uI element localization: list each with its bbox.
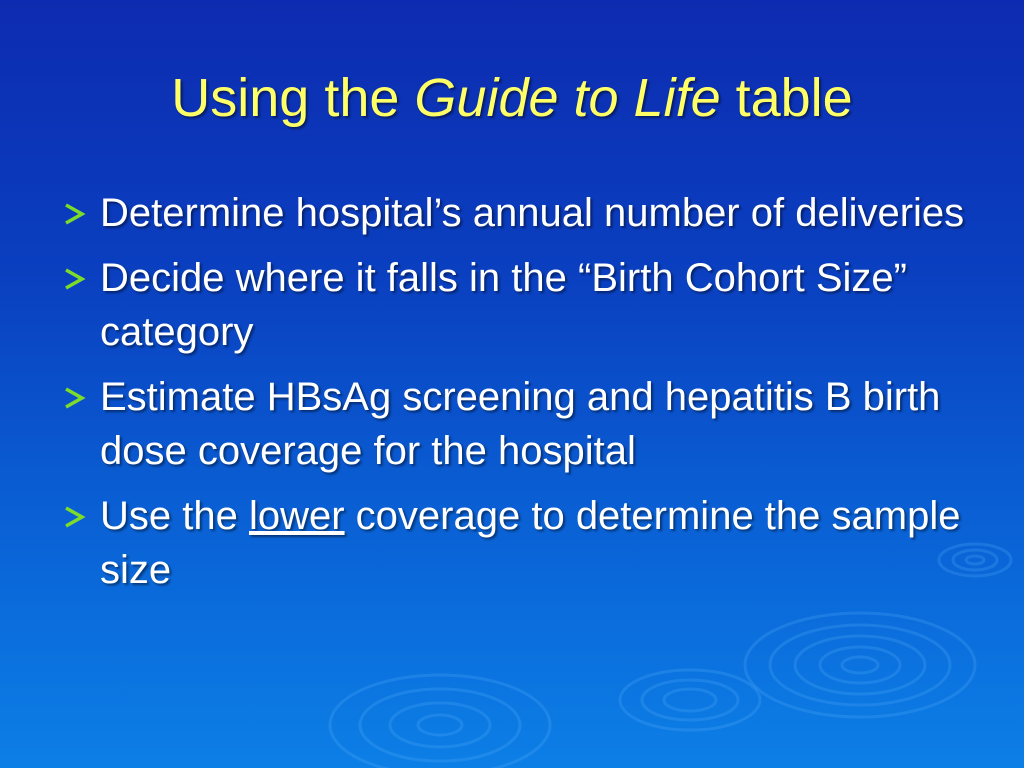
title-suffix: table [720, 68, 853, 128]
arrowhead-bullet-icon [62, 267, 88, 291]
arrowhead-bullet-icon [62, 505, 88, 529]
slide-title [0, 62, 1024, 134]
bullet-text: Decide where it falls in the “Birth Cohort Size” category [100, 256, 907, 354]
arrowhead-bullet-icon [62, 386, 88, 410]
bullet-text-before: Use the [100, 494, 249, 538]
title-emphasis: Guide to Life [414, 68, 721, 128]
bullet-text: Determine hospital’s annual number of deliveries [100, 191, 965, 235]
bullet-item [62, 251, 972, 359]
title-prefix: Using the [171, 68, 415, 128]
bullet-item [62, 489, 972, 597]
bullet-text-underlined: lower [248, 494, 345, 538]
bullet-text-after: coverage to determine the sample size [100, 494, 961, 592]
bullet-item [62, 186, 972, 240]
bullet-list [62, 186, 972, 608]
arrowhead-bullet-icon [62, 202, 88, 226]
bullet-item [62, 370, 972, 478]
bullet-text: Estimate HBsAg screening and hepatitis B birth dose coverage for the hospital [100, 375, 941, 473]
